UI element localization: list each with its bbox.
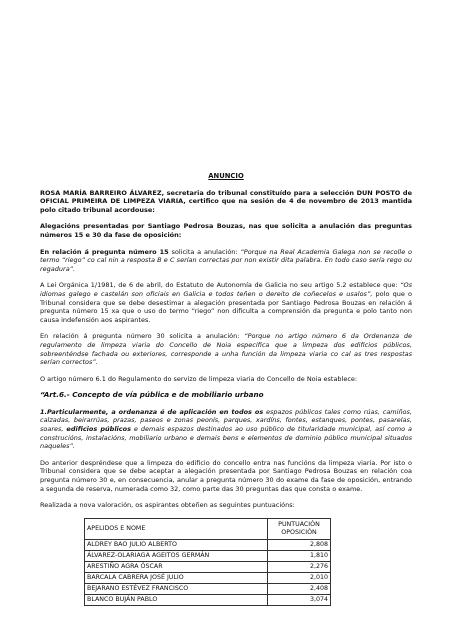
table-row	[85, 561, 331, 572]
question-30-text: En relación á pregunta número 30 solicita a anulación:	[40, 332, 245, 341]
statute-text-1: A Lei Orgánica 1/1981, de 6 de abril, do Estatuto de Autonomía de Galicia no seu artigo 5.2 establece que:	[40, 281, 401, 290]
candidate-name: ALDREY BAO JULIO ALBERTO	[85, 539, 268, 550]
statute-paragraph	[40, 281, 412, 324]
candidate-name: BEJARANO ESTÉVEZ FRANCISCO	[85, 583, 268, 594]
scores-intro: Realizada a nova valoración, os aspirantes obteñen as seguintes puntuacións:	[40, 501, 295, 510]
statute-quote: “Os idiomas galego e castelán son oficiais en Galicia e todos teñen o dereito de coñecelos e usalos”,	[40, 281, 412, 298]
question-30-quote: “Porque no artigo número 6 da Ordenanza de regulamento de limpeza viaria do Concello de Noia especifica que a limpeza dos edificios públicos, sobreenténdse fachada ou exteriores, corresponde a unha función da limpeza viaria co cal as tres respostas serían correctos”.	[40, 332, 412, 367]
candidate-name: BLANCO BUJÁN PABLO	[85, 594, 268, 605]
document-body	[40, 172, 412, 606]
candidate-name: ÁLVAREZ-OLARIAGA AGEITOS GERMÁN	[85, 550, 268, 561]
question-30-paragraph	[40, 332, 412, 366]
article-mid-2: e demais espazos destinados ao uso público de titularidade municipal, así como a construcións, instalacións, mobiliario urbano e demais bens e elementos de dominio público municipal situados naqueles”.	[40, 425, 412, 451]
document-title: ANUNCIO	[208, 172, 244, 180]
article-heading: “Art.6.- Concepto de vía pública e de mobiliario urbano	[40, 390, 264, 400]
table-row	[85, 539, 331, 550]
table-row	[85, 583, 331, 594]
article-lead: 1.Particularmente, a ordenanza é de aplicación en todos os	[40, 407, 264, 416]
table-row	[85, 594, 331, 605]
candidate-name: BARCALA CABRERA JOSÉ JULIO	[85, 572, 268, 583]
question-15-quote: “Porque na Real Academia Galega non se recolle o termo “riego” co cal nin a resposta B e C serían correctas por non existir dita palabra. En todo caso sería rego ou regadura”.	[40, 247, 413, 273]
candidate-score: 2,276	[268, 561, 331, 572]
candidate-name: ARESTIÑO AGRA ÓSCAR	[85, 561, 268, 572]
candidate-score: 1,810	[268, 550, 331, 561]
conclusion-paragraph: Do anterior despréndese que a limpeza do edificio do concello entra nas funcións da limpeza viaria. Por isto o Tribunal considera que se debe aceptar a alegación presentada por Santiago Pedrosa Bouzas en relación coa pregunta número 30 e, en consecuencia, anular a pregunta número 30 do exame da fase de oposición, entrando a segunda de reserva, numerada como 32, como parte das 30 preguntas das que consta o exame.	[40, 458, 412, 493]
allegations-intro: Alegacións presentadas por Santiago Pedrosa Bouzas, nas que solicita a anulación das preguntas números 15 e 30 da fase de oposición:	[40, 222, 412, 239]
question-15-lead: En relación á pregunta número 15	[40, 247, 169, 256]
question-15-text: solicita a anulación:	[168, 247, 241, 256]
article-mid-1: espazos públicos tales como rúas, camiños, calzadas, beirarrúas, prazas, paseos e zonas peonís, parques, xardíns, fontes, estanques, pontes, pasarelas, soares,	[40, 407, 412, 434]
regulation-paragraph: O artigo número 6.1 do Regulamento do servizo de limpeza viaria do Concello de Noia establece:	[40, 374, 358, 383]
header-name: APELIDOS E NOME	[85, 518, 268, 539]
scores-table	[84, 518, 331, 606]
table-header-row	[85, 518, 331, 539]
candidate-score: 3,074	[268, 594, 331, 605]
header-score: PUNTUACIÓN OPOSICIÓN	[268, 518, 331, 539]
candidate-score: 2,808	[268, 539, 331, 550]
article-text	[40, 408, 412, 451]
article-public-buildings: edificios públicos	[66, 425, 131, 434]
candidate-score: 2,010	[268, 572, 331, 583]
certification-paragraph: ROSA MARÍA BARREIRO ÁLVAREZ, secretaria do tribunal constituído para a selección DUN POSTO de OFICIAL PRIMEIRA DE LIMPEZA VIARIA, certifico que na sesión de 4 de novembro de 2013 mantida polo citado tribunal acordouse:	[40, 188, 412, 214]
question-15-paragraph	[40, 248, 412, 274]
statute-text-2: polo que o Tribunal considera que se debe desestimar a alegación presentada por Santiago Pedrosa Bouzas en relación á pregunta número 15 xa que o uso do termo “riego” non dificulta a comprensión da pregunta e polo tanto non causa indefensión aos aspirantes.	[40, 289, 413, 324]
table-row	[85, 572, 331, 583]
table-row	[85, 550, 331, 561]
candidate-score: 2,408	[268, 583, 331, 594]
